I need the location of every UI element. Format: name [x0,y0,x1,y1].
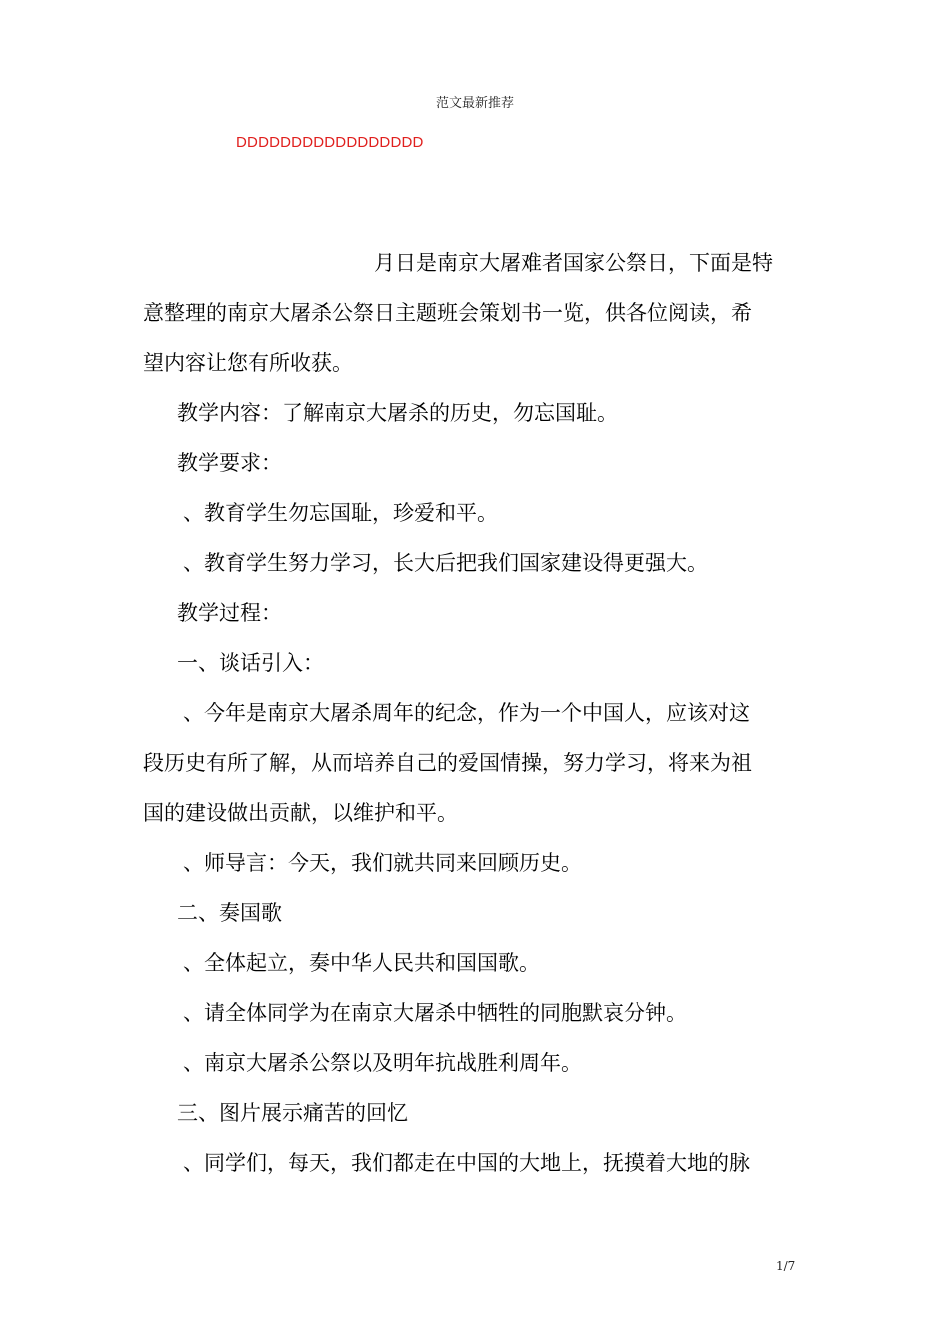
paragraph-line: 月日是南京大屠难者国家公祭日，下面是特 [374,251,773,275]
section-heading: 二、奏国歌 [177,901,282,925]
list-item: 、教育学生勿忘国耻，珍爱和平。 [183,501,498,525]
list-item: 、同学们，每天，我们都走在中国的大地上，抚摸着大地的脉 [183,1151,750,1175]
page-header-title: 范文最新推荐 [435,96,514,111]
list-item: 、师导言：今天，我们就共同来回顾历史。 [183,851,582,875]
section-heading: 一、谈话引入： [177,651,324,675]
page-number: 1/7 [776,1259,796,1273]
list-item: 、全体起立，奏中华人民共和国国歌。 [183,951,540,975]
paragraph-line: 意整理的南京大屠杀公祭日主题班会策划书一览，供各位阅读，希 [143,301,752,325]
section-heading: 三、图片展示痛苦的回忆 [177,1101,408,1125]
red-banner-text: DDDDDDDDDDDDDDDDD [236,134,424,151]
paragraph-line: 段历史有所了解，从而培养自己的爱国情操，努力学习，将来为祖 [143,751,752,775]
section-heading: 教学过程： [177,601,282,625]
list-item: 、今年是南京大屠杀周年的纪念，作为一个中国人，应该对这 [183,701,750,725]
section-heading: 教学要求： [177,451,282,475]
paragraph-line: 教学内容：了解南京大屠杀的历史，勿忘国耻。 [177,401,618,425]
list-item: 、教育学生努力学习，长大后把我们国家建设得更强大。 [183,551,708,575]
list-item: 、南京大屠杀公祭以及明年抗战胜利周年。 [183,1051,582,1075]
paragraph-line: 国的建设做出贡献，以维护和平。 [143,801,458,825]
paragraph-line: 望内容让您有所收获。 [143,351,353,375]
list-item: 、请全体同学为在南京大屠杀中牺牲的同胞默哀分钟。 [183,1001,687,1025]
